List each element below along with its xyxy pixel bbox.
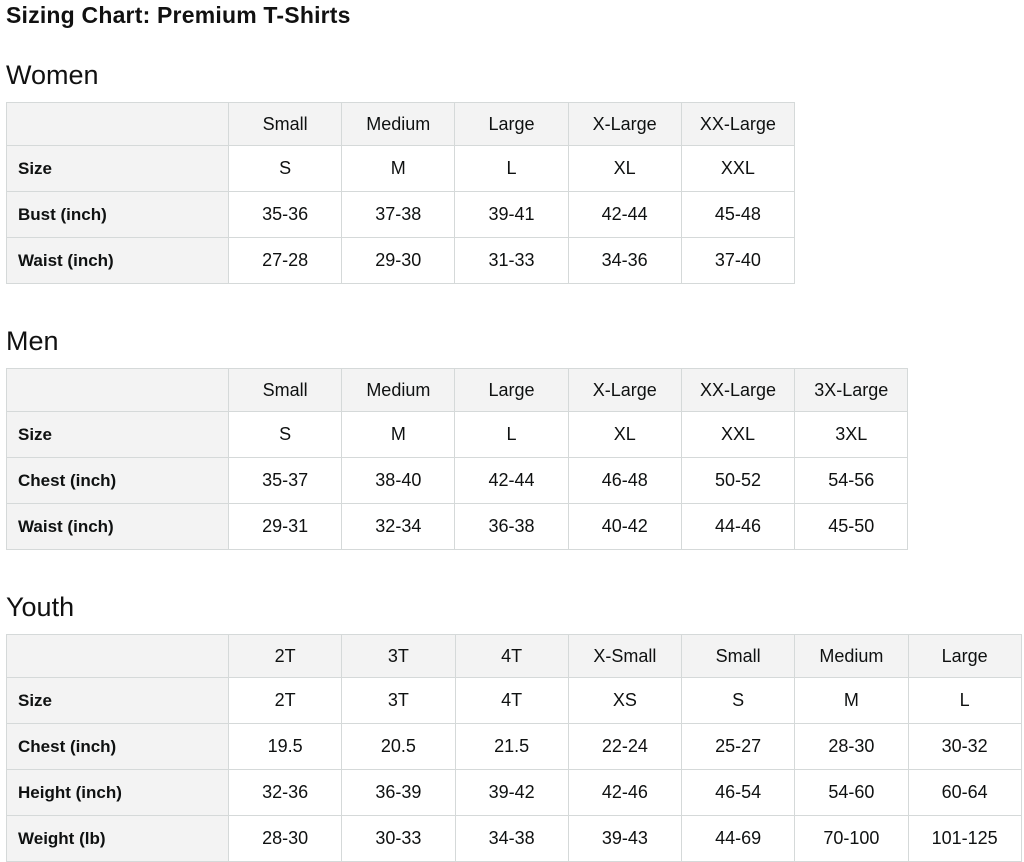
value-cell: 39-43 [568,816,681,862]
value-cell: XXL [681,146,794,192]
column-header: X-Large [568,103,681,146]
value-cell: 2T [229,678,342,724]
value-cell: 101-125 [908,816,1021,862]
value-cell: 20.5 [342,724,455,770]
size-section-women [6,58,1024,284]
page-title: Sizing Chart: Premium T-Shirts [6,2,351,28]
table-row [7,192,795,238]
value-cell: M [342,412,455,458]
column-header: Medium [342,103,455,146]
value-cell: S [229,412,342,458]
value-cell: 3T [342,678,455,724]
section-heading: Women [6,60,99,90]
corner-cell [7,369,229,412]
table-row [7,412,908,458]
value-cell: 46-48 [568,458,681,504]
value-cell: 34-38 [455,816,568,862]
value-cell: 70-100 [795,816,908,862]
row-label: Size [7,412,229,458]
column-header: Large [908,635,1021,678]
value-cell: 44-69 [682,816,795,862]
value-cell: 36-39 [342,770,455,816]
header-row [7,103,795,146]
value-cell: 35-36 [229,192,342,238]
column-header: X-Large [568,369,681,412]
table-row [7,238,795,284]
value-cell: XL [568,412,681,458]
value-cell: 31-33 [455,238,568,284]
row-label: Size [7,678,229,724]
column-header: Small [682,635,795,678]
table-row [7,504,908,550]
value-cell: 45-48 [681,192,794,238]
value-cell: 37-38 [342,192,455,238]
column-header: Large [455,369,568,412]
value-cell: 54-56 [795,458,908,504]
size-section-youth [6,590,1024,862]
value-cell: 28-30 [229,816,342,862]
value-cell: 22-24 [568,724,681,770]
column-header: 4T [455,635,568,678]
row-label: Chest (inch) [7,458,229,504]
value-cell: 19.5 [229,724,342,770]
value-cell: 60-64 [908,770,1021,816]
corner-cell [7,635,229,678]
value-cell: 29-31 [229,504,342,550]
header-row [7,369,908,412]
value-cell: M [795,678,908,724]
value-cell: 45-50 [795,504,908,550]
value-cell: 50-52 [681,458,794,504]
value-cell: 38-40 [342,458,455,504]
column-header: 3X-Large [795,369,908,412]
value-cell: 3XL [795,412,908,458]
row-label: Height (inch) [7,770,229,816]
row-label: Weight (lb) [7,816,229,862]
value-cell: 30-33 [342,816,455,862]
size-table [6,102,795,284]
section-heading: Men [6,326,59,356]
value-cell: S [229,146,342,192]
value-cell: 42-44 [455,458,568,504]
table-row [7,770,1022,816]
column-header: 3T [342,635,455,678]
table-row [7,146,795,192]
table-row [7,724,1022,770]
column-header: Large [455,103,568,146]
value-cell: 21.5 [455,724,568,770]
row-label: Size [7,146,229,192]
row-label: Bust (inch) [7,192,229,238]
corner-cell [7,103,229,146]
size-sections [6,58,1024,862]
column-header: X-Small [568,635,681,678]
row-label: Waist (inch) [7,504,229,550]
value-cell: L [455,412,568,458]
size-table [6,368,908,550]
value-cell: 29-30 [342,238,455,284]
value-cell: 46-54 [682,770,795,816]
section-heading: Youth [6,592,75,622]
row-label: Chest (inch) [7,724,229,770]
row-label: Waist (inch) [7,238,229,284]
column-header: Medium [795,635,908,678]
size-table [6,634,1022,862]
value-cell: 37-40 [681,238,794,284]
column-header: Medium [342,369,455,412]
value-cell: XL [568,146,681,192]
value-cell: 54-60 [795,770,908,816]
value-cell: 35-37 [229,458,342,504]
size-section-men [6,324,1024,550]
value-cell: 39-41 [455,192,568,238]
value-cell: 42-44 [568,192,681,238]
value-cell: 32-34 [342,504,455,550]
value-cell: XXL [681,412,794,458]
value-cell: 36-38 [455,504,568,550]
value-cell: L [908,678,1021,724]
value-cell: 4T [455,678,568,724]
value-cell: L [455,146,568,192]
value-cell: 39-42 [455,770,568,816]
value-cell: 34-36 [568,238,681,284]
value-cell: 44-46 [681,504,794,550]
value-cell: 40-42 [568,504,681,550]
column-header: XX-Large [681,369,794,412]
value-cell: 28-30 [795,724,908,770]
column-header: 2T [229,635,342,678]
table-row [7,678,1022,724]
value-cell: 32-36 [229,770,342,816]
table-row [7,816,1022,862]
value-cell: XS [568,678,681,724]
value-cell: M [342,146,455,192]
value-cell: 42-46 [568,770,681,816]
column-header: XX-Large [681,103,794,146]
value-cell: 27-28 [229,238,342,284]
value-cell: 25-27 [682,724,795,770]
value-cell: 30-32 [908,724,1021,770]
value-cell: S [682,678,795,724]
header-row [7,635,1022,678]
table-row [7,458,908,504]
column-header: Small [229,369,342,412]
column-header: Small [229,103,342,146]
